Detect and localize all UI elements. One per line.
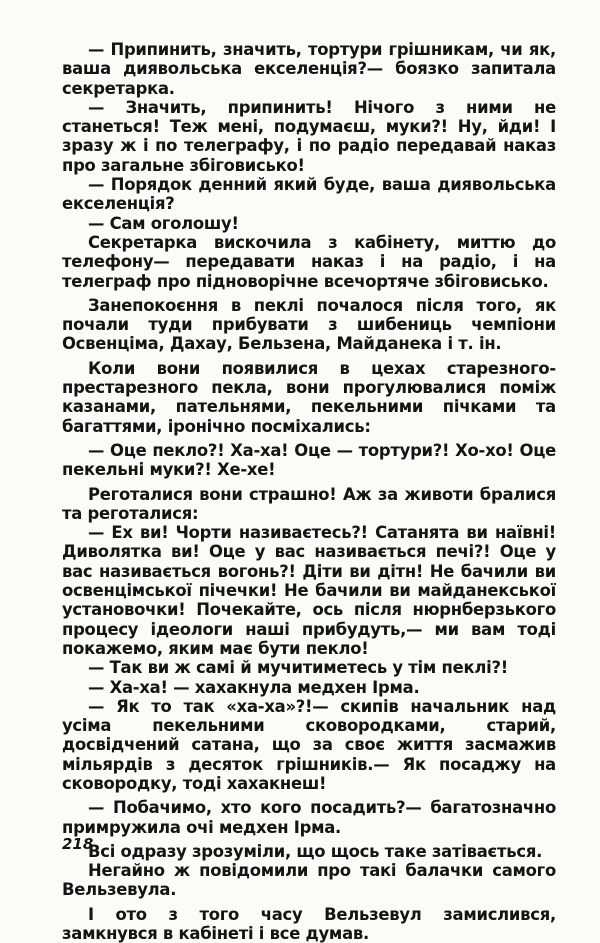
paragraph: — Побачимо, хто кого посадить?— багатозначно примружила очі медхен Ірма. xyxy=(62,798,556,837)
paragraph: — Сам оголошу! xyxy=(88,213,239,233)
paragraph: — Припинить, значить, тортури грішникам, чи як, ваша диявольська екселенція?— боязко запитала секретарка. xyxy=(62,40,556,98)
paragraph: — Оце пекло?! Ха-ха! Оце — тортури?! Хо-хо! Оце пекельні муки?! Хе-хе! xyxy=(62,440,556,480)
paragraph: Реготалися вони страшно! Аж за животи бралися та реготалися: xyxy=(62,484,556,523)
paragraph: — Значить, припинить! Нічого з ними не станеться! Теж мені, подумаєш, муки?! Ну, йди! І зразу ж і по телеграфу, і по радіо передавай наказ про загальне збіговисько! xyxy=(62,97,556,175)
body-text xyxy=(62,40,556,943)
paragraph: — Так ви ж самі й мучитиметесь у тім пеклі?! xyxy=(88,658,508,678)
paragraph: — Як то так «ха-ха»?!— скипів начальник над усіма пекельними сковородками, старий, досвідчений сатана, що за своє життя засмажив мільярдів з десяток грішників.— Як посаджу на сковородку, тоді хахакнеш! xyxy=(62,696,556,793)
page-number: 218 xyxy=(62,835,94,853)
paragraph: Всі одразу зрозуміли, що щось таке затівається. xyxy=(88,841,543,861)
paragraph: Негайно ж повідомили про такі балачки самого Вельзевула. xyxy=(62,861,556,900)
paragraph: — Ех ви! Чорти називаєтесь?! Сатанята ви наївні! Диволятка ви! Оце у вас називається печі?! Оце у вас називається вогонь?! Діти ви дітн! Не бачили ви освенцімської пічечки! Не бачили ви майданекської установочки! Почекайте, ось після нюрнберзького процесу ідеологи наші прибудуть,— ми вам тоді покажемо, яким має бути пекло! xyxy=(62,523,556,658)
paragraph: Секретарка вискочила з кабінету, миттю до телефону— передавати наказ і на радіо, і на телеграф про підноворічне всечортяче збіговисько. xyxy=(62,232,556,291)
paragraph: Занепокоєння в пеклі почалося після того, як почали туди прибувати з шибениць чемпіони Освенціма, Дахау, Бельзена, Майданека і т. ін. xyxy=(62,295,556,354)
paragraph: — Ха-ха! — хахакнула медхен Ірма. xyxy=(88,677,420,697)
paragraph: — Порядок денний який буде, ваша диявольська екселенція? xyxy=(62,175,556,214)
paragraph: Коли вони появилися в цехах старезного-престарезного пекла, вони прогулювалися поміж казанами, пательнями, пекельними пічками та багаттями, іронічно посміхались: xyxy=(62,358,556,436)
paragraph: І ото з того часу Вельзевул замислився, замкнувся в кабінеті і все думав. xyxy=(62,904,556,943)
